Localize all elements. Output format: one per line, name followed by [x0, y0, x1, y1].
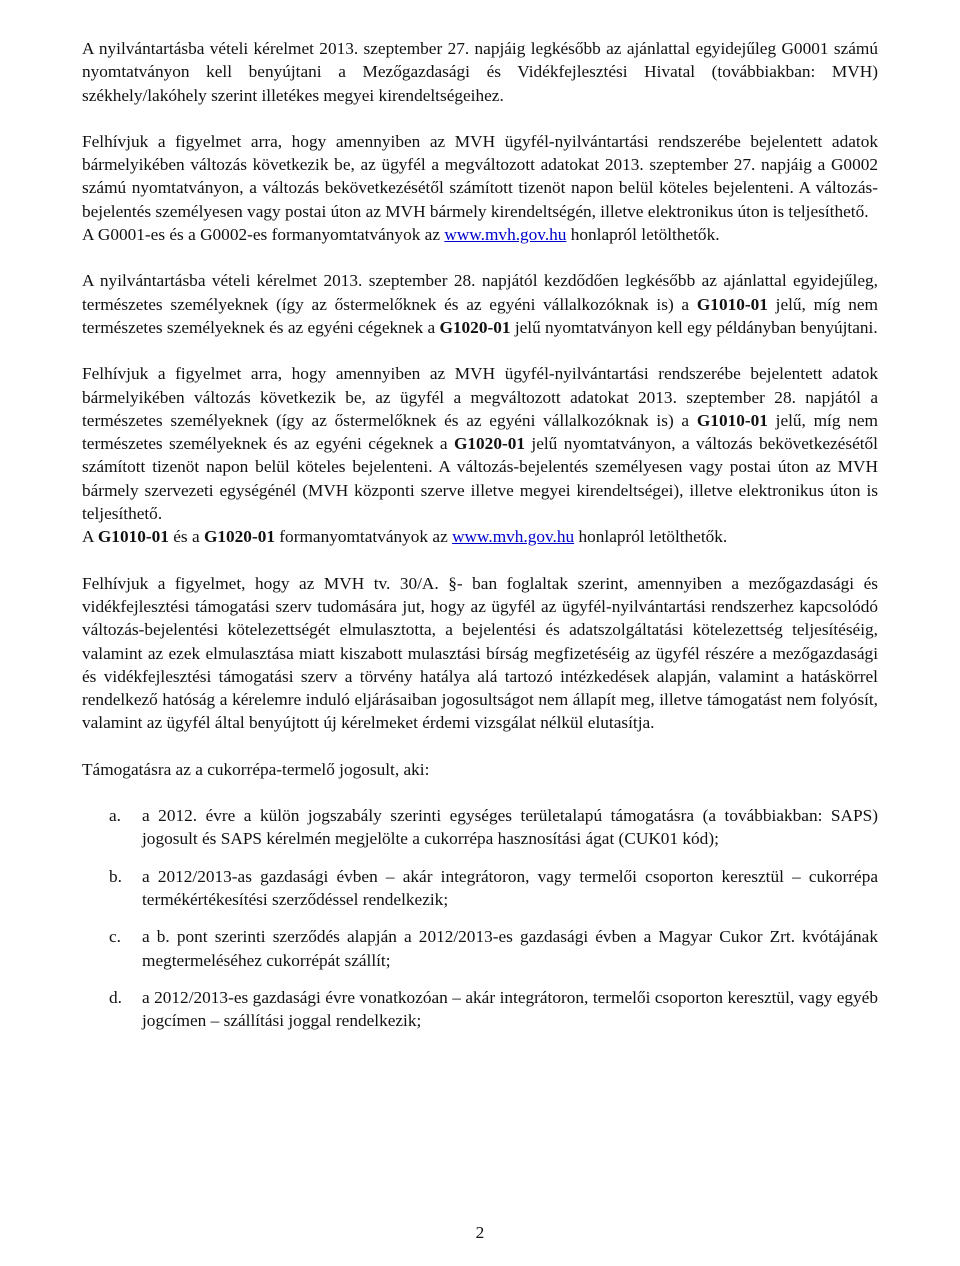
form-code: G1010-01	[696, 294, 768, 314]
paragraph-registration-from-sept-28	[82, 269, 878, 339]
list-item	[82, 804, 878, 851]
paragraph-legal-warning: Felhívjuk a figyelmet, hogy az MVH tv. 30/A. §- ban foglaltak szerint, amennyiben a mezőgazdasági és vidékfejlesztési támogatási szerv tudomására jut, hogy az ügyfél az ügyfél-nyilvántartási rendszerhez kapcsolódó változás-bejelentési kötelezettségét elmulasztotta, a bejelentési és adatszolgáltatási kötelezettség teljesítéséig, valamint az ezek elmulasztása miatt kiszabott mulasztási bírság megfizetéséig az ügyfél részére a mezőgazdasági és vidékfejlesztési támogatási szerv a törvény hatálya alá tartozó intézkedések alapján, valamint a hatáskörrel rendelkező hatóság a kérelemre induló eljárásaiban jogosultságot nem állapít meg, illetve támogatást nem folyósít, valamint az ügyfél által benyújtott új kérelmeket érdemi vizsgálat nélkül elutasítja.	[82, 573, 878, 733]
list-item-text: a 2012. évre a külön jogszabály szerinti egységes területalapú támogatásra (a továbbiakban: SAPS) jogosult és SAPS kérelmén megjelölte a cukorrépa hasznosítási ágat (CUK01 kód);	[142, 806, 878, 849]
list-item-text: a 2012/2013-as gazdasági évben – akár integrátoron, vagy termelői csoporton keresztül – cukorrépa termékértékesítési szerződéssel rendelkezik;	[142, 866, 878, 909]
paragraph-new-forms-download	[82, 525, 878, 548]
text-segment: A G0001-es és a G0002-es formanyomtatványok az	[82, 225, 445, 245]
page-number: 2	[475, 1223, 485, 1242]
text-segment: jelű, míg nem természetes személyeknek és az egyéni cégeknek a	[82, 410, 878, 454]
form-code: G1020-01	[439, 317, 511, 337]
list-marker: d.	[109, 987, 122, 1007]
paragraph-change-notice: Felhívjuk a figyelmet arra, hogy amennyiben az MVH ügyfél-nyilvántartási rendszerébe bejelentett adatok bármelyikében változás következik be, az ügyfél a megváltozott adatokat 2013. szeptember 27. napjáig a G0002 számú nyomtatványon, a változás bekövetkezésétől számított tizenöt napon belül köteles bejelenteni. A változás-bejelentés személyesen vagy postai úton az MVH bármely kirendeltségén, illetve elektronikus úton is teljesíthető.	[82, 131, 878, 221]
text-segment: honlapról letölthetők.	[566, 225, 720, 245]
list-item-text: a 2012/2013-es gazdasági évre vonatkozóan – akár integrátoron, termelői csoporton keresztül, vagy egyéb jogcímen – szállítási joggal rendelkezik;	[142, 987, 878, 1031]
eligibility-list	[82, 804, 878, 1032]
list-item	[82, 986, 878, 1033]
list-item	[82, 865, 878, 912]
text-segment: A nyilvántartásba vételi kérelmet 2013. szeptember 28. napjától kezdődően legkésőbb az ajánlattal egyidejűleg, természetes személyeknek (így az őstermelőknek és az egyéni vállalkozóknak is) a	[82, 271, 878, 314]
text-segment: Felhívjuk a figyelmet arra, hogy amennyiben az MVH ügyfél-nyilvántartási rendszerébe bejelentett adatok bármelyikében változás következik be, az ügyfél a megváltozott adatokat 2013. szeptember 28. napjától a természetes személyeknek (így az őstermelőknek és az egyéni vállalkozóknak is) a	[82, 364, 878, 430]
paragraph-change-notice-from-sept-28	[82, 362, 878, 525]
text-segment: jelű, míg nem természetes személyeknek és az egyéni cégeknek a	[82, 294, 878, 337]
form-code: G1010-01	[696, 410, 768, 430]
list-item-text: a b. pont szerinti szerződés alapján a 2012/2013-es gazdasági évben a Magyar Cukor Zrt. kvótájának megtermeléséhez cukorrépát szállít;	[142, 927, 878, 970]
form-code: G1010-01	[97, 527, 169, 547]
list-marker: c.	[109, 927, 121, 947]
paragraph-registration-deadline: A nyilvántartásba vételi kérelmet 2013. szeptember 27. napjáig legkésőbb az ajánlattal egyidejűleg G0001 számú nyomtatványon kell benyújtani a Mezőgazdasági és Vidékfejlesztési Hivatal (továbbiakban: MVH) székhely/lakóhely szerint illetékes megyei kirendeltségeihez.	[82, 39, 878, 105]
mvh-website-link[interactable]: www.mvh.gov.hu	[452, 527, 575, 547]
paragraph-forms-download	[82, 223, 878, 246]
paragraph-eligibility-intro: Támogatásra az a cukorrépa-termelő jogosult, aki:	[82, 759, 430, 779]
mvh-website-link[interactable]: www.mvh.gov.hu	[444, 225, 567, 245]
list-item	[82, 925, 878, 972]
text-segment: jelű nyomtatványon kell egy példányban benyújtani.	[510, 317, 878, 337]
form-code: G1020-01	[453, 434, 525, 454]
text-segment: formanyomtatványok az	[274, 527, 453, 547]
text-segment: honlapról letölthetők.	[574, 527, 728, 547]
text-segment: A	[82, 527, 98, 547]
list-marker: b.	[109, 866, 122, 886]
form-code: G1020-01	[203, 527, 275, 547]
text-segment: és a	[168, 527, 204, 547]
text-segment: jelű nyomtatványon, a változás bekövetkezésétől számított tizenöt napon belül köteles bejelenteni. A változás-bejelentés személyesen vagy postai úton az MVH bármely szervezeti egységénél (MVH központi szerve illetve megyei kirendeltségei), illetve elektronikus úton is teljesíthető.	[82, 434, 878, 524]
list-marker: a.	[109, 806, 121, 826]
